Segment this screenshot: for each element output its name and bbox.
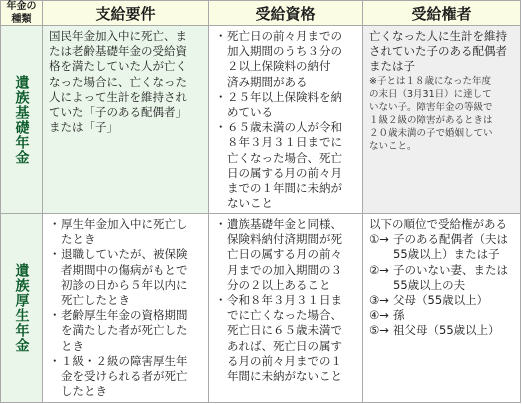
requirement-item: [49, 217, 204, 247]
recipient-item-mark: ④→: [369, 308, 389, 323]
eligibility-item: [215, 217, 358, 293]
basic-req-text: [49, 29, 204, 135]
row-employee-eligibility: [208, 213, 363, 403]
requirement-item-mark: ・: [49, 247, 61, 262]
eligibility-item-line: までの１年間に未納が: [227, 181, 342, 196]
requirement-item-line: したとき: [61, 384, 107, 399]
requirement-line: たは老齢基礎年金の受給資: [49, 44, 187, 59]
basic-elig-list: [215, 29, 358, 211]
recipient-item-line: 55歳以上の夫: [393, 277, 466, 292]
requirement-item: [49, 247, 204, 308]
header-type-line1: 年金の: [6, 1, 37, 12]
recipient-item-mark: ②→: [369, 262, 389, 277]
eligibility-item-line: 令和８年３月３１日ま: [227, 293, 342, 308]
requirement-item-line: 退職していたが、被保険: [61, 247, 188, 262]
recipient-line: されていた子のある配偶者: [369, 44, 507, 59]
row-type-basic-label: 遺族基礎年金: [13, 74, 30, 165]
recipient-item-text: [393, 232, 516, 262]
requirement-line: 人によって生計を維持され: [49, 89, 187, 104]
eligibility-item-line: 分の２以上あること: [227, 277, 331, 292]
recipient-item-line: 子のいない妻、または: [393, 262, 508, 277]
header-recipient: 受給権者: [362, 0, 521, 26]
eligibility-item-line: 済み期間がある: [227, 74, 308, 89]
requirement-item-text: [61, 217, 204, 247]
eligibility-item-line: ６５歳未満の人が令和: [227, 120, 342, 135]
requirement-line: 国民年金加入中に死亡、ま: [49, 29, 187, 43]
requirement-line: ていた「子のある配偶者」: [49, 105, 187, 120]
eligibility-item-line: ８年３月３１日までに: [227, 135, 342, 150]
employee-elig-list: [215, 217, 358, 384]
requirement-line: なった場合に、亡くなった: [49, 74, 187, 89]
eligibility-item-line: めている: [227, 105, 273, 120]
row-basic-eligibility: [208, 25, 363, 214]
requirement-item-line: 厚生年金加入中に死亡し: [61, 217, 188, 231]
requirement-item-mark: ・: [49, 353, 61, 368]
recipient-item-mark: ③→: [369, 293, 389, 308]
requirement-item-line: 初診の日から５年以内に: [61, 277, 188, 292]
requirement-item-line: １級・２級の障害厚生年: [61, 353, 188, 368]
requirement-item-mark: ・: [49, 308, 61, 323]
row-type-basic: [0, 25, 43, 214]
requirement-item-mark: ・: [49, 217, 61, 231]
employee-recip-intro: 以下の順位で受給権がある: [369, 217, 507, 231]
row-basic-requirements: [42, 25, 209, 214]
recipient-item-text: [393, 308, 516, 323]
eligibility-item-mark: ・: [215, 293, 227, 308]
eligibility-item-line: ２以上保険料の納付: [227, 59, 331, 74]
recipient-item-text: [393, 323, 516, 338]
requirement-item-text: [61, 354, 204, 400]
requirement-item-line: を満たした者が死亡した: [61, 323, 188, 338]
recipient-item-mark: ①→: [369, 232, 389, 247]
requirement-item-text: [61, 308, 204, 354]
eligibility-item-text: [227, 293, 358, 384]
row-type-employee-label: 遺族厚生年金: [13, 263, 30, 353]
eligibility-item: [215, 293, 358, 384]
eligibility-item-line: 月までの加入期間の３: [227, 262, 342, 277]
recipient-item-line: 父母（55歳以上）: [393, 293, 489, 308]
requirement-item-line: とき: [61, 338, 84, 353]
eligibility-item-line: 死亡日に６５歳未満で: [227, 323, 342, 338]
eligibility-item-line: 亡くなった場合、死亡: [227, 150, 342, 165]
eligibility-item-line: 日の属する月の前々月: [227, 165, 342, 180]
eligibility-item-line: ２５年以上保険料を納: [227, 89, 342, 104]
row-employee-requirements: [42, 213, 209, 403]
eligibility-item-line: 亡日の属する月の前々: [227, 247, 342, 262]
basic-recip-note: [369, 75, 516, 153]
eligibility-item-line: 遺族基礎年金と同様、: [227, 217, 342, 231]
eligibility-item-line: 加入期間のうち３分の: [227, 44, 342, 59]
note-line: ないこと。: [369, 140, 417, 152]
eligibility-item-line: 死亡日の前々月までの: [227, 29, 342, 43]
row-employee-recipient: [362, 213, 521, 403]
recipient-item-line: 子のある配偶者（夫は: [393, 232, 508, 247]
eligibility-item: [215, 29, 358, 90]
eligibility-item-mark: ・: [215, 217, 227, 231]
header-requirements: 支給要件: [42, 0, 209, 26]
requirement-item-line: 死亡したとき: [61, 293, 130, 308]
eligibility-item-text: [227, 29, 358, 90]
header-type: [0, 0, 43, 26]
recipient-item: [369, 263, 516, 293]
eligibility-item: [215, 90, 358, 120]
recipient-item-text: [393, 263, 516, 293]
note-line: の末日（3月31日）に達して: [369, 88, 492, 100]
row-basic-recipient: [362, 25, 521, 214]
note-line: いない子。障害年金の等級で: [369, 101, 493, 113]
recipient-item: [369, 232, 516, 262]
recipient-item-text: [393, 293, 516, 308]
recipient-line: または子: [369, 59, 415, 74]
recipient-item-line: 55歳以上）または子: [393, 247, 500, 262]
recipient-item: [369, 308, 516, 323]
eligibility-item: [215, 120, 358, 211]
row-type-employee: [0, 213, 43, 403]
header-eligibility: 受給資格: [208, 0, 363, 26]
requirement-line: または「子」: [49, 120, 118, 135]
recipient-line: 亡くなった人に生計を維持: [369, 29, 507, 43]
eligibility-item-line: でに亡くなった場合、: [227, 308, 342, 323]
requirement-item-line: 老齢厚生年金の資格期間: [61, 308, 188, 323]
eligibility-item-text: [227, 217, 358, 293]
requirement-item-line: 者期間中の傷病がもとで: [61, 262, 188, 277]
note-line: １級２級の障害があるときは: [369, 114, 493, 126]
requirement-item-line: たとき: [61, 232, 96, 247]
recipient-item-line: 孫: [393, 308, 405, 323]
eligibility-item-mark: ・: [215, 29, 227, 43]
eligibility-item-mark: ・: [215, 120, 227, 135]
requirement-item: [49, 308, 204, 354]
eligibility-item-mark: ・: [215, 89, 227, 104]
basic-recip-text: [369, 29, 516, 75]
header-type-line2: 種類: [11, 14, 32, 25]
employee-req-list: [49, 217, 204, 399]
requirement-item-text: [61, 247, 204, 308]
requirement-item: [49, 354, 204, 400]
eligibility-item-text: [227, 90, 358, 120]
eligibility-item-line: る月の前々月までの１: [227, 353, 342, 368]
recipient-item: [369, 293, 516, 308]
note-line: ２０歳未満の子で婚姻してい: [369, 127, 493, 139]
note-line: ※子とは１８歳になった年度: [369, 75, 491, 87]
eligibility-item-text: [227, 120, 358, 211]
eligibility-item-line: あれば、死亡日の属す: [227, 338, 342, 353]
eligibility-item-line: 年間に未納がないこと: [227, 369, 342, 384]
requirement-line: 格を満たしていた人が亡く: [49, 59, 187, 74]
employee-recip-list: [369, 232, 516, 338]
eligibility-item-line: 保険料納付済期間が死: [227, 232, 342, 247]
eligibility-item-line: ないこと: [227, 196, 273, 211]
recipient-item-mark: ⑤→: [369, 323, 389, 338]
requirement-item-line: 金を受けられる者が死亡: [61, 369, 188, 384]
recipient-item-line: 祖父母（55歳以上）: [393, 323, 500, 338]
recipient-item: [369, 323, 516, 338]
